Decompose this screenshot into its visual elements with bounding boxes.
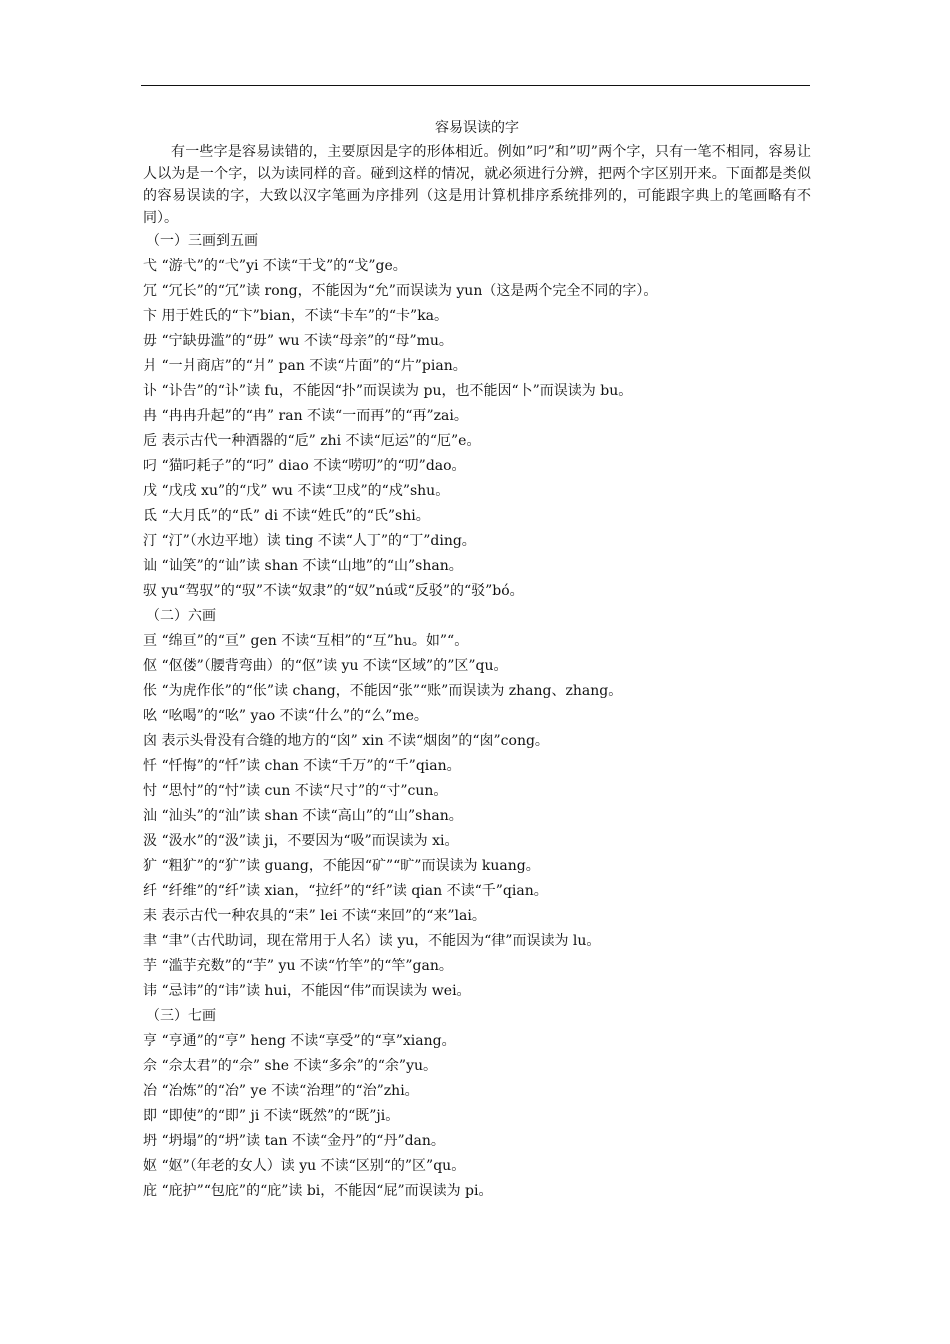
character-entry: 驭 yu“驾驭”的“驭”不读“奴隶”的“奴”nú或“反驳”的“驳”bó。 [143, 583, 524, 599]
sections-container [143, 229, 811, 1204]
section-heading: （二）六画 [146, 608, 216, 624]
character-entry: 忖 “思忖”的“忖”读 cun 不读“尺寸”的“寸”cun。 [143, 783, 448, 799]
character-entry: 吆 “吆喝”的“吆” yao 不读“什么”的“么”me。 [143, 708, 428, 724]
character-entry: 纤 “纤维”的“纤”读 xian，“拉纤”的“纤”读 qian 不读“千”qian。 [143, 883, 548, 899]
character-entry: 卮 表示古代一种酒器的“卮” zhi 不读“厄运”的“厄”e。 [143, 433, 481, 449]
document-title: 容易误读的字 [435, 120, 519, 136]
character-entry: 伥 “为虎作伥”的“伥”读 chang，不能因“张”“账”而误读为 zhang、zhang。 [143, 683, 623, 699]
character-entry: 忏 “忏悔”的“忏”读 chan 不读“千万”的“千”qian。 [143, 758, 461, 774]
character-entry: 伛 “伛偻”（腰背弯曲）的“伛”读 yu 不读“区域”的”区”qu。 [143, 658, 508, 674]
character-entry: 犷 “粗犷”的“犷”读 guang，不能因“矿”“旷”而误读为 kuang。 [143, 858, 540, 874]
header-rule [141, 85, 810, 86]
character-entry: 冉 “冉冉升起”的“冉” ran 不读“一而再”的“再”zai。 [143, 408, 468, 424]
character-entry: 卞 用于姓氏的“卞”bian，不读“卡车”的“卡”ka。 [143, 308, 449, 324]
intro-paragraph: 有一些字是容易读错的，主要原因是字的形体相近。例如”叼”和”叨”两个字，只有一笔不相同，容易让人以为是一个字，以为读同样的音。碰到这样的情况，就必须进行分辨，把两个字区别开来。下面都是类似的容易误读的字，大致以汉字笔画为序排列（这是用计算机排序系统排列的，可能跟字典上的笔画略有不同）。 [143, 144, 811, 226]
character-entry: 囟 表示头骨没有合缝的地方的“囟” xin 不读“烟囱”的“囱”cong。 [143, 733, 549, 749]
section-heading: （三）七画 [146, 1008, 216, 1024]
character-entry: 亘 “绵亘”的“亘” gen 不读“互相”的“互”hu。如”“。 [143, 633, 469, 649]
character-entry: 冗 “冗长”的“冗”读 rong，不能因为“允”而误读为 yun（这是两个完全不同的字）。 [143, 283, 658, 299]
character-entry: 妪 “妪”（年老的女人）读 yu 不读“区别“的”区”qu。 [143, 1158, 466, 1174]
character-entry: 爿 “一爿商店”的“爿” pan 不读“片面”的“片”pian。 [143, 358, 467, 374]
character-entry: 讳 “忌讳”的“讳”读 hui，不能因“伟”而误读为 wei。 [143, 983, 471, 999]
character-entry: 毋 “宁缺毋滥”的“毋” wu 不读“母亲”的“母”mu。 [143, 333, 453, 349]
character-entry: 讪 “讪笑”的“讪”读 shan 不读“山地”的“山”shan。 [143, 558, 463, 574]
character-entry: 讣 “讣告”的“讣”读 fu，不能因“扑”而误读为 pu，也不能因“卜”而误读为 bu。 [143, 383, 633, 399]
character-entry: 汲 “汲水”的“汲”读 ji，不要因为“吸”而误读为 xi。 [143, 833, 459, 849]
character-entry: 佘 “佘太君”的“佘” she 不读“多余”的“余”yu。 [143, 1058, 438, 1074]
character-entry: 戊 “戊戌 xu”的“戊” wu 不读“卫戍”的“戍”shu。 [143, 483, 450, 499]
character-entry: 亨 “亨通”的“亨” heng 不读“享受”的“享”xiang。 [143, 1033, 456, 1049]
character-entry: 弋 “游弋”的“弋”yi 不读“干戈”的“戈”ge。 [143, 258, 407, 274]
character-entry: 芋 “滥芋充数”的“芋” yu 不读“竹竿”的“竿”gan。 [143, 958, 453, 974]
document-body [143, 115, 811, 1204]
section-heading: （一）三画到五画 [146, 233, 258, 249]
character-entry: 汀 “汀”（水边平地）读 ting 不读“人丁”的“丁”ding。 [143, 533, 476, 549]
character-entry: 庇 “庇护”“包庇”的“庇”读 bi，不能因“屁”而误读为 pi。 [143, 1183, 493, 1199]
character-entry: 即 “即使”的“即” ji 不读“既然”的“既”ji。 [143, 1108, 400, 1124]
character-entry: 叼 “猫叼耗子”的“叼” diao 不读“唠叨”的“叨”dao。 [143, 458, 466, 474]
character-entry: 冶 “冶炼”的“冶” ye 不读“治理”的“治”zhi。 [143, 1083, 419, 1099]
character-entry: 聿 “聿”（古代助词，现在常用于人名）读 yu，不能因为“律”而误读为 lu。 [143, 933, 601, 949]
character-entry: 汕 “汕头”的“汕”读 shan 不读“高山”的“山”shan。 [143, 808, 463, 824]
character-entry: 氐 “大月氐”的“氐” di 不读“姓氏”的“氏”shi。 [143, 508, 430, 524]
character-entry: 耒 表示古代一种农具的“耒” lei 不读“来回”的“来”lai。 [143, 908, 486, 924]
character-entry: 坍 “坍塌”的“坍”读 tan 不读“金丹”的“丹”dan。 [143, 1133, 445, 1149]
